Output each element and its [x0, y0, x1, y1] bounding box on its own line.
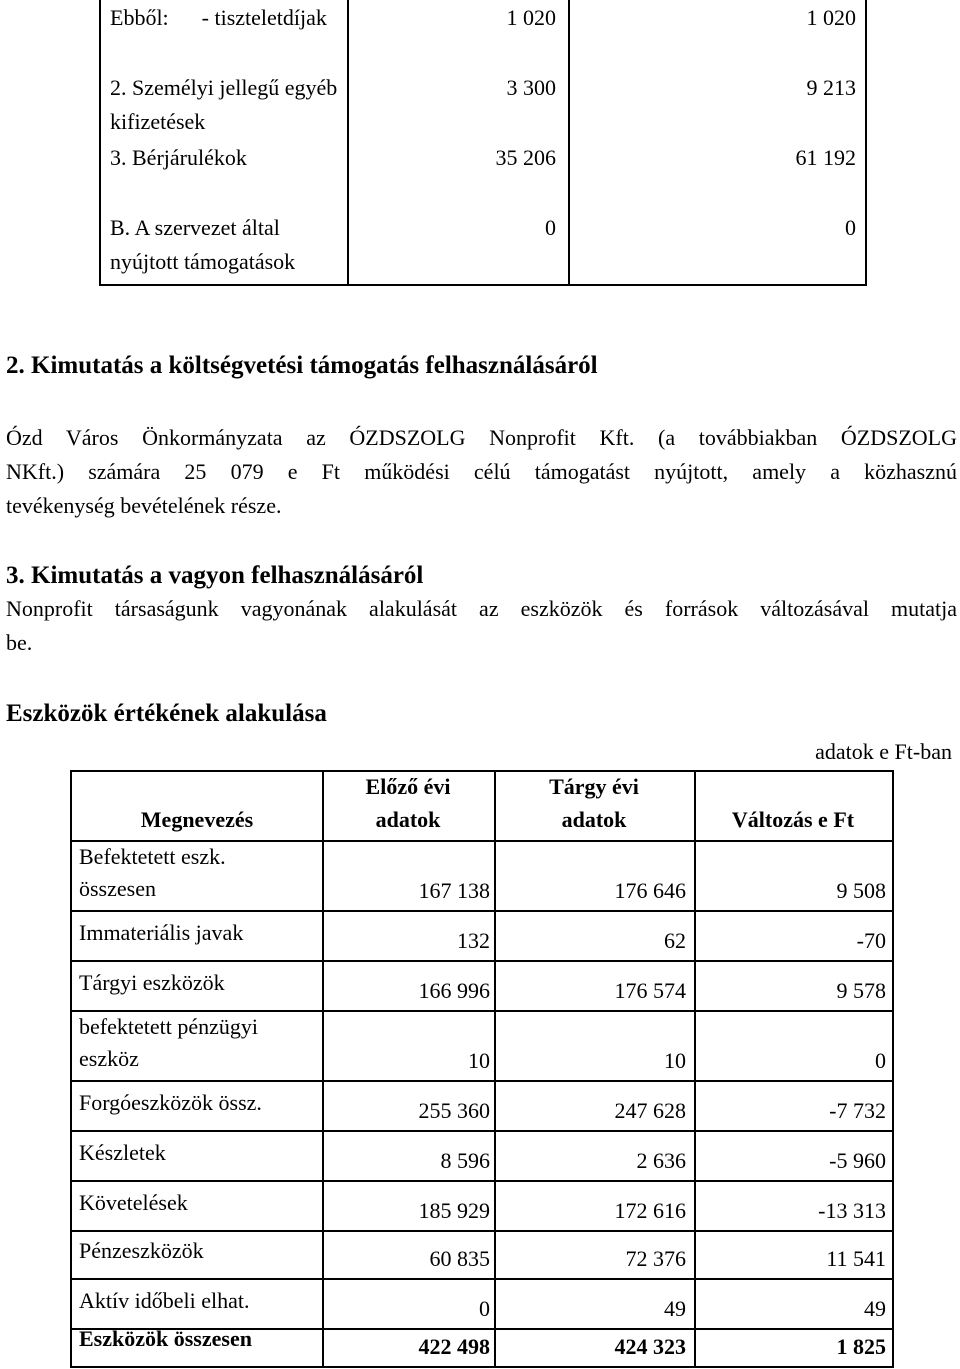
asset-row-prev: 8 596 [440, 1148, 490, 1173]
asset-row-prev: 0 [479, 1296, 490, 1321]
top-row-prev: 0 [545, 215, 556, 240]
asset-row-name: befektetett pénzügyi [79, 1014, 258, 1039]
asset-row-name: Aktív időbeli elhat. [79, 1288, 250, 1313]
asset-row-prev: 422 498 [418, 1334, 490, 1359]
asset-row-prev: 167 138 [418, 878, 490, 903]
top-row-label: nyújtott támogatások [110, 249, 296, 274]
asset-row-curr: 72 376 [625, 1246, 686, 1271]
top-row-curr: 1 020 [806, 5, 856, 30]
asset-row-change: -5 960 [829, 1148, 886, 1173]
asset-row-name: Forgóeszközök össz. [79, 1090, 262, 1115]
asset-row-name: Eszközök összesen [79, 1326, 252, 1351]
asset-row-curr: 176 646 [614, 878, 686, 903]
asset-row-change: -13 313 [818, 1198, 886, 1223]
asset-row-change: 9 508 [836, 878, 886, 903]
asset-row-name: Pénzeszközök [79, 1238, 204, 1263]
top-row-label: Ebből: - tiszteletdíjak [110, 5, 327, 30]
section3-heading: 3. Kimutatás a vagyon felhasználásáról [6, 562, 424, 589]
asset-row-curr: 176 574 [614, 978, 686, 1003]
paragraph-line: Ózd Város Önkormányzata az ÓZDSZOLG Nonprofit Kft. (a továbbiakban ÓZDSZOLG [6, 425, 957, 450]
top-row-curr: 0 [845, 215, 856, 240]
asset-row-curr: 62 [664, 928, 686, 953]
asset-row-prev: 60 835 [429, 1246, 490, 1271]
assets-heading: Eszközök értékének alakulása [6, 700, 327, 727]
asset-row-change: 11 541 [826, 1246, 886, 1271]
asset-row-curr: 247 628 [614, 1098, 686, 1123]
asset-row-prev: 132 [457, 928, 490, 953]
asset-row-curr: 49 [664, 1296, 686, 1321]
asset-row-change: -7 732 [829, 1098, 886, 1123]
unit-note: adatok e Ft-ban [815, 739, 952, 764]
paragraph-line: NKft.) számára 25 079 e Ft működési célú támogatást nyújtott, amely a közhasznú [6, 459, 957, 484]
top-row-prev: 1 020 [506, 5, 556, 30]
top-row-label: B. A szervezet által [110, 215, 280, 240]
paragraph-line: be. [6, 630, 33, 655]
top-row-label: 2. Személyi jellegű egyéb [110, 75, 338, 100]
top-row-prev: 35 206 [495, 145, 556, 170]
paragraph-line: Nonprofit társaságunk vagyonának alakulását az eszközök és források változásával mutatja [6, 596, 957, 621]
header-curr-line2: adatok [561, 807, 627, 832]
asset-row-change: 0 [875, 1048, 886, 1073]
asset-row-name: Befektetett eszk. [79, 844, 226, 869]
section2-heading: 2. Kimutatás a költségvetési támogatás felhasználásáról [6, 352, 598, 379]
asset-row-change: 49 [864, 1296, 886, 1321]
asset-row-curr: 2 636 [636, 1148, 686, 1173]
top-row-label: kifizetések [110, 109, 206, 134]
top-row-curr: 61 192 [795, 145, 856, 170]
asset-row-name: Készletek [79, 1140, 166, 1165]
paragraph-line: tevékenység bevételének része. [6, 493, 282, 518]
top-row-prev: 3 300 [506, 75, 556, 100]
asset-row-name: Követelések [79, 1190, 188, 1215]
header-prev-line2: adatok [375, 807, 441, 832]
asset-row-name: összesen [79, 876, 156, 901]
asset-row-prev: 166 996 [418, 978, 490, 1003]
asset-row-prev: 185 929 [418, 1198, 490, 1223]
asset-row-curr: 424 323 [614, 1334, 686, 1359]
asset-row-curr: 172 616 [614, 1198, 686, 1223]
asset-row-change: 9 578 [836, 978, 886, 1003]
header-change: Változás e Ft [731, 807, 855, 832]
header-prev-line1: Előző évi [365, 774, 451, 799]
asset-row-name: Immateriális javak [79, 920, 244, 945]
asset-row-name: eszköz [79, 1046, 139, 1071]
asset-row-change: 1 825 [836, 1334, 886, 1359]
asset-row-prev: 255 360 [418, 1098, 490, 1123]
top-row-label: 3. Bérjárulékok [110, 145, 247, 170]
asset-row-change: -70 [856, 928, 886, 953]
header-name: Megnevezés [140, 807, 254, 832]
top-row-curr: 9 213 [806, 75, 856, 100]
asset-row-curr: 10 [664, 1048, 686, 1073]
asset-row-prev: 10 [468, 1048, 490, 1073]
header-curr-line1: Tárgy évi [549, 774, 639, 799]
asset-row-name: Tárgyi eszközök [79, 970, 225, 995]
